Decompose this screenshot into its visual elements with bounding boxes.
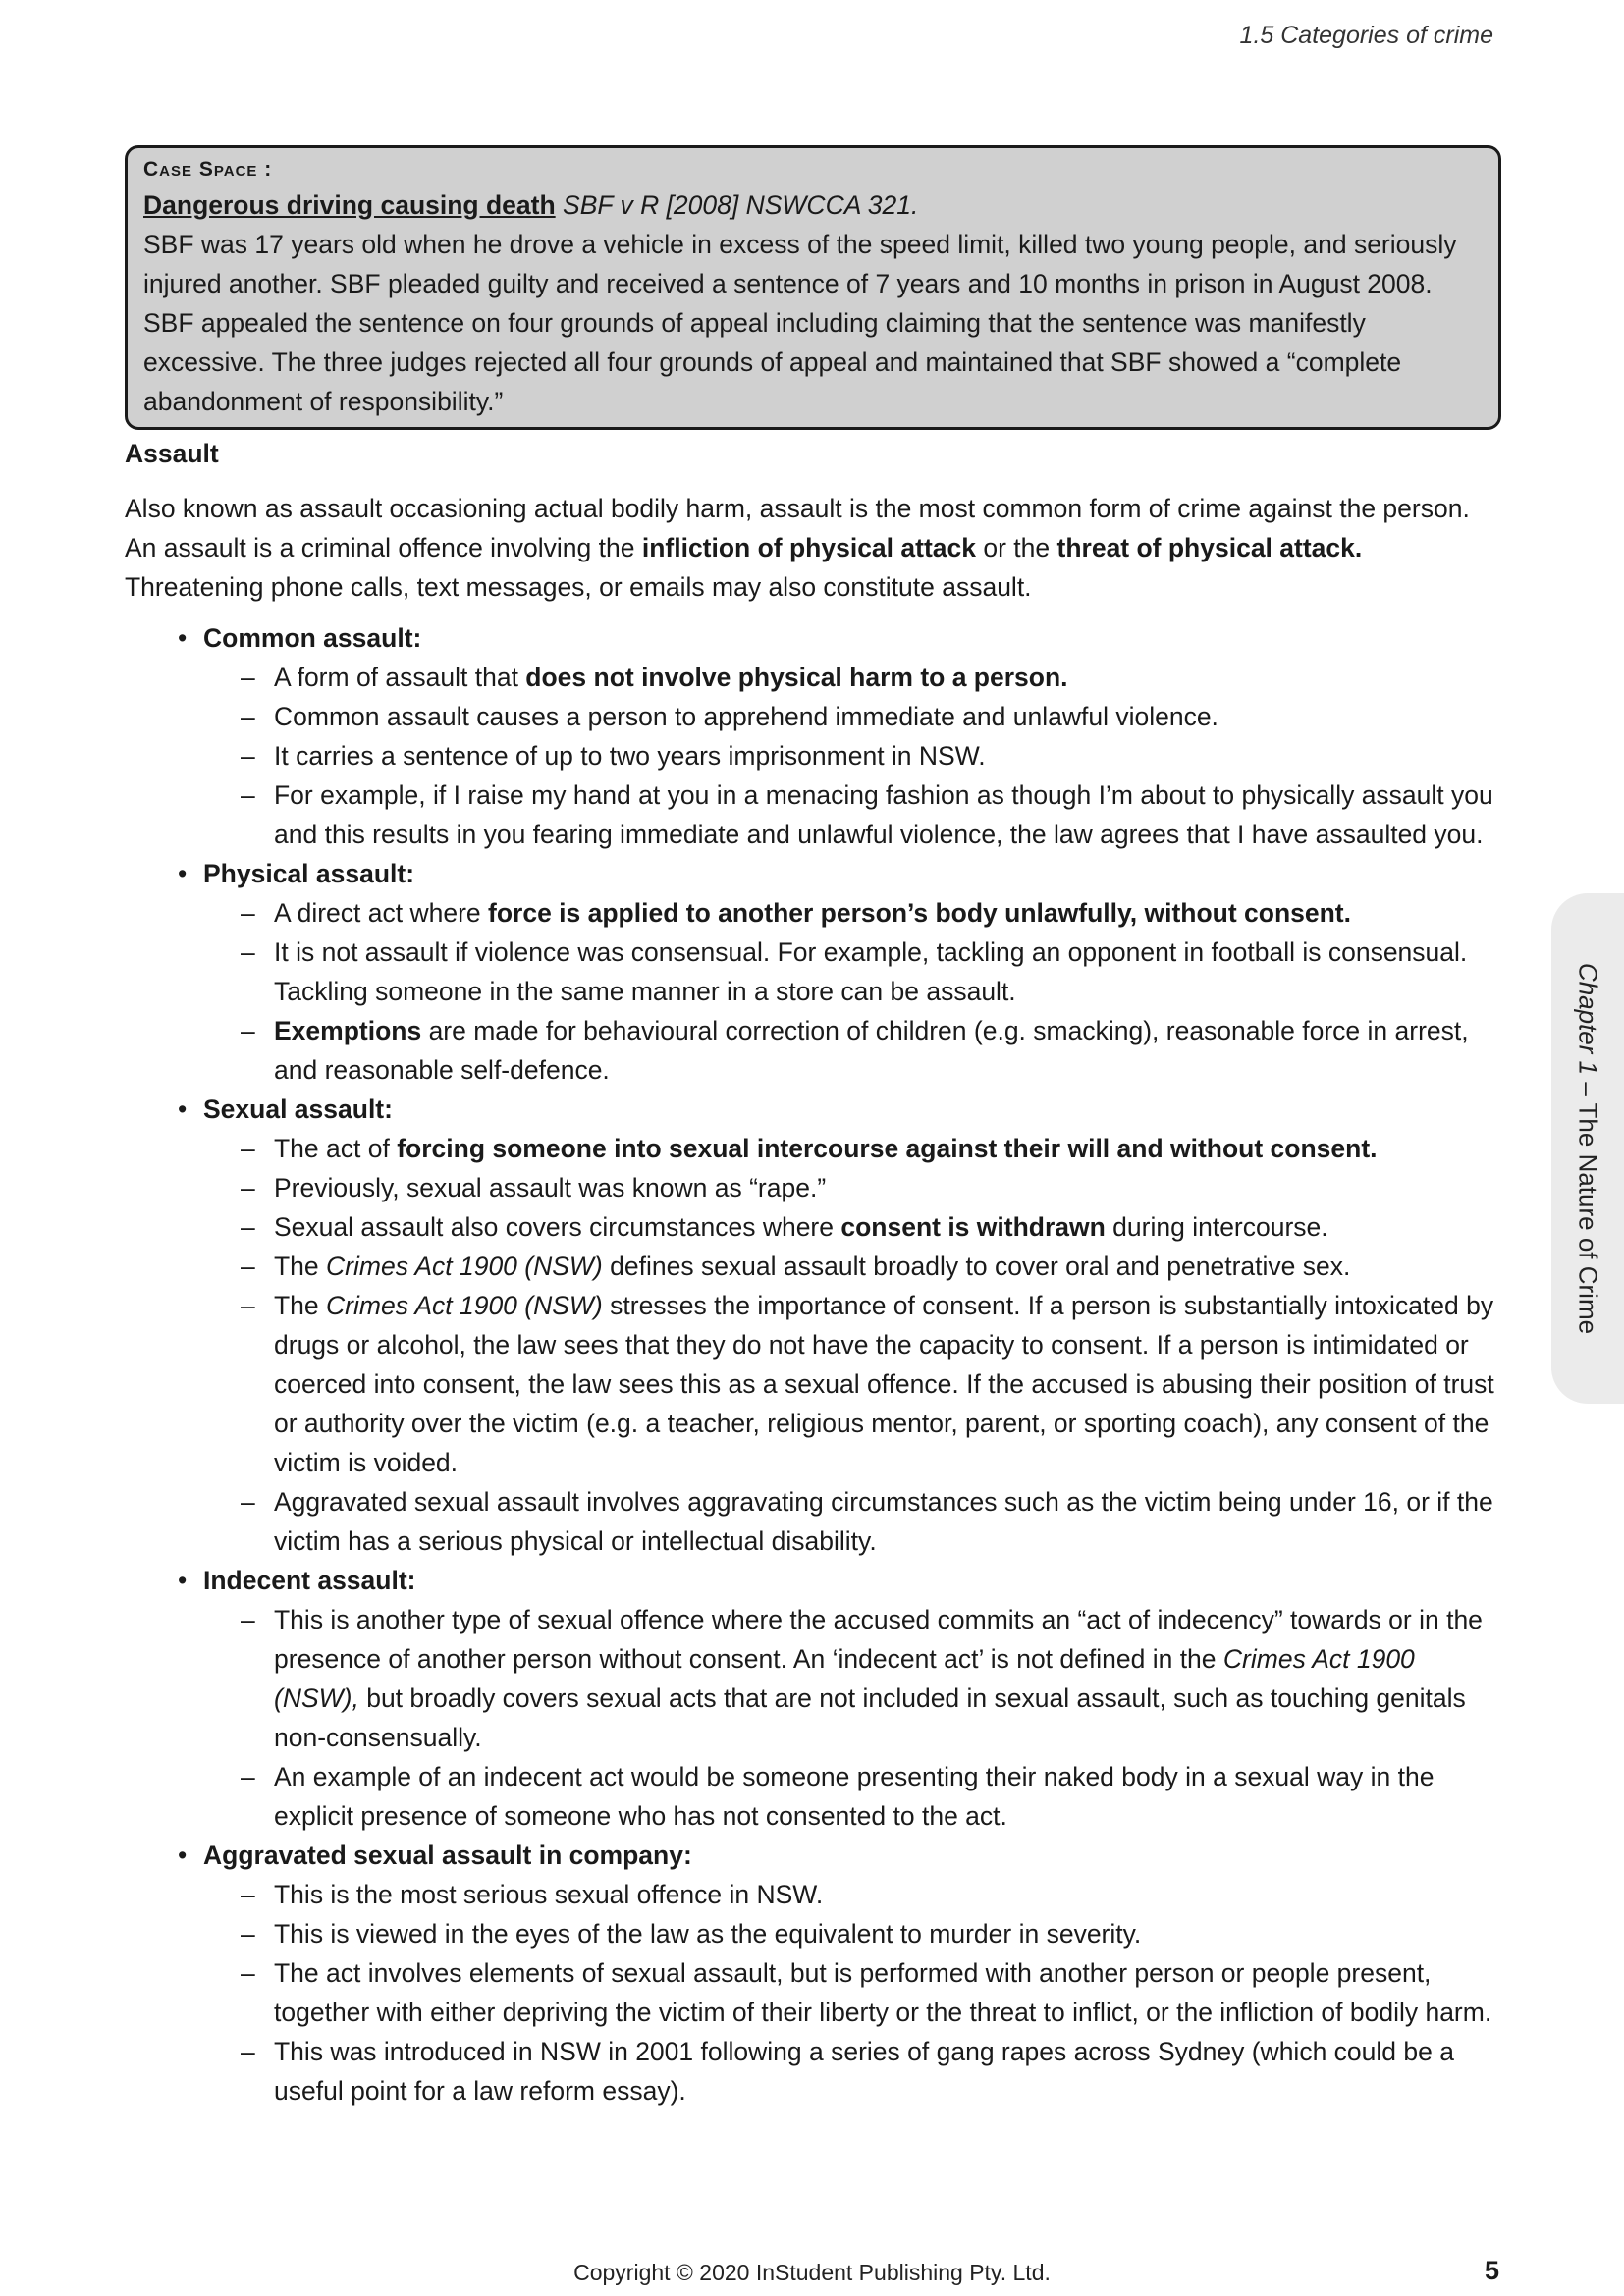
list-item: – Sexual assault also covers circumstances where consent is withdrawn during intercourse.: [203, 1207, 1501, 1247]
list-item: – This is viewed in the eyes of the law as the equivalent to murder in severity.: [203, 1914, 1501, 1953]
chapter-title: The Nature of Crime: [1573, 1102, 1603, 1335]
list-item: – The act involves elements of sexual assault, but is performed with another person or people present, together with either depriving the victim of their liberty or the threat to inflict, or the infliction of bodily harm.: [203, 1953, 1501, 2032]
list-item: – Aggravated sexual assault involves aggravating circumstances such as the victim being under 16, or if the victim has a serious physical or intellectual disability.: [203, 1482, 1501, 1561]
intro-text-1: Also known as assault occasioning actual bodily harm, assault is the most common form of crime against the person. An assault is a criminal offence involving the: [125, 494, 1470, 562]
list-item: – It is not assault if violence was consensual. For example, tackling an opponent in football is consensual. Tackling someone in the same manner in a store can be assault.: [203, 933, 1501, 1011]
bullet-indecent-assault: [125, 1561, 1501, 1836]
list-item: – A direct act where force is applied to another person’s body unlawfully, without consent.: [203, 893, 1501, 933]
list-item: – An example of an indecent act would be someone presenting their naked body in a sexual way in the explicit presence of someone who has not consented to the act.: [203, 1757, 1501, 1836]
case-title: Dangerous driving causing death: [143, 190, 556, 220]
intro-text-2: or the: [976, 533, 1057, 562]
chapter-side-label: [1573, 963, 1603, 1334]
assault-types-list: [125, 618, 1501, 2110]
section-header: 1.5 Categories of crime: [1239, 22, 1493, 49]
case-space-box: [125, 145, 1501, 430]
bullet-common-assault: [125, 618, 1501, 854]
list-item: – This is the most serious sexual offence in NSW.: [203, 1875, 1501, 1914]
assault-heading: Assault: [125, 439, 219, 468]
case-space-label: Case Space :: [143, 158, 273, 181]
list-item: – Previously, sexual assault was known as “rape.”: [203, 1168, 1501, 1207]
list-item: – It carries a sentence of up to two years imprisonment in NSW.: [203, 736, 1501, 775]
chapter-number: Chapter 1: [1573, 962, 1603, 1076]
list-item: – This is another type of sexual offence where the accused commits an “act of indecency” towards or in the presence of another person without consent. An ‘indecent act’ is not defined in the Crimes Act 1900 (NSW), but broadly covers sexual acts that are not included in sexual assault, such as touching genitals non-consensually.: [203, 1600, 1501, 1757]
list-item: – Common assault causes a person to apprehend immediate and unlawful violence.: [203, 697, 1501, 736]
aggravated-assault-label: • Aggravated sexual assault in company:: [203, 1841, 692, 1870]
aggravated-assault-points: [203, 1875, 1501, 2110]
sexual-assault-points: [203, 1129, 1501, 1561]
bullet-aggravated-sexual-assault: [125, 1836, 1501, 2110]
bullet-physical-assault: [125, 854, 1501, 1090]
indecent-assault-points: [203, 1600, 1501, 1836]
indecent-assault-label: • Indecent assault:: [203, 1566, 416, 1595]
bullet-sexual-assault: [125, 1090, 1501, 1561]
physical-assault-points: [203, 893, 1501, 1090]
intro-bold-2: threat of physical attack.: [1056, 533, 1363, 562]
assault-intro: [125, 489, 1501, 607]
intro-bold-1: infliction of physical attack: [641, 533, 976, 562]
common-assault-label: • Common assault:: [203, 623, 422, 653]
case-citation: SBF v R [2008] NSWCCA 321.: [563, 190, 919, 220]
list-item: – The Crimes Act 1900 (NSW) defines sexual assault broadly to cover oral and penetrative sex.: [203, 1247, 1501, 1286]
sexual-assault-label: • Sexual assault:: [203, 1095, 393, 1124]
case-body: SBF was 17 years old when he drove a vehicle in excess of the speed limit, killed two young people, and seriously injured another. SBF pleaded guilty and received a sentence of 7 years and 10 months in prison in August 2008. SBF appealed the sentence on four grounds of appeal including claiming that the sentence was manifestly excessive. The three judges rejected all four grounds of appeal and maintained that SBF showed a “complete abandonment of responsibility.”: [143, 230, 1457, 416]
list-item: – Exemptions are made for behavioural correction of children (e.g. smacking), reasonable force in arrest, and reasonable self-defence.: [203, 1011, 1501, 1090]
case-heading: [143, 186, 1483, 225]
list-item: – This was introduced in NSW in 2001 following a series of gang rapes across Sydney (which could be a useful point for a law reform essay).: [203, 2032, 1501, 2110]
page-number: 5: [1484, 2256, 1499, 2285]
physical-assault-label: • Physical assault:: [203, 859, 415, 888]
list-item: – For example, if I raise my hand at you in a menacing fashion as though I’m about to physically assault you and this results in you fearing immediate and unlawful violence, the law agrees that I have assaulted you.: [203, 775, 1501, 854]
list-item: – A form of assault that does not involve physical harm to a person.: [203, 658, 1501, 697]
list-item: – The act of forcing someone into sexual intercourse against their will and without consent.: [203, 1129, 1501, 1168]
chapter-separator: –: [1573, 1075, 1603, 1103]
list-item: – The Crimes Act 1900 (NSW) stresses the importance of consent. If a person is substantially intoxicated by drugs or alcohol, the law sees that they do not have the capacity to consent. If a person is intimidated or coerced into consent, the law sees this as a sexual offence. If the accused is abusing their position of trust or authority over the victim (e.g. a teacher, religious mentor, parent, or sporting coach), any consent of the victim is voided.: [203, 1286, 1501, 1482]
copyright-notice: Copyright © 2020 InStudent Publishing Pty. Ltd.: [573, 2260, 1051, 2285]
page-content: [125, 145, 1501, 2110]
common-assault-points: [203, 658, 1501, 854]
intro-text-3: Threatening phone calls, text messages, or emails may also constitute assault.: [125, 572, 1032, 602]
